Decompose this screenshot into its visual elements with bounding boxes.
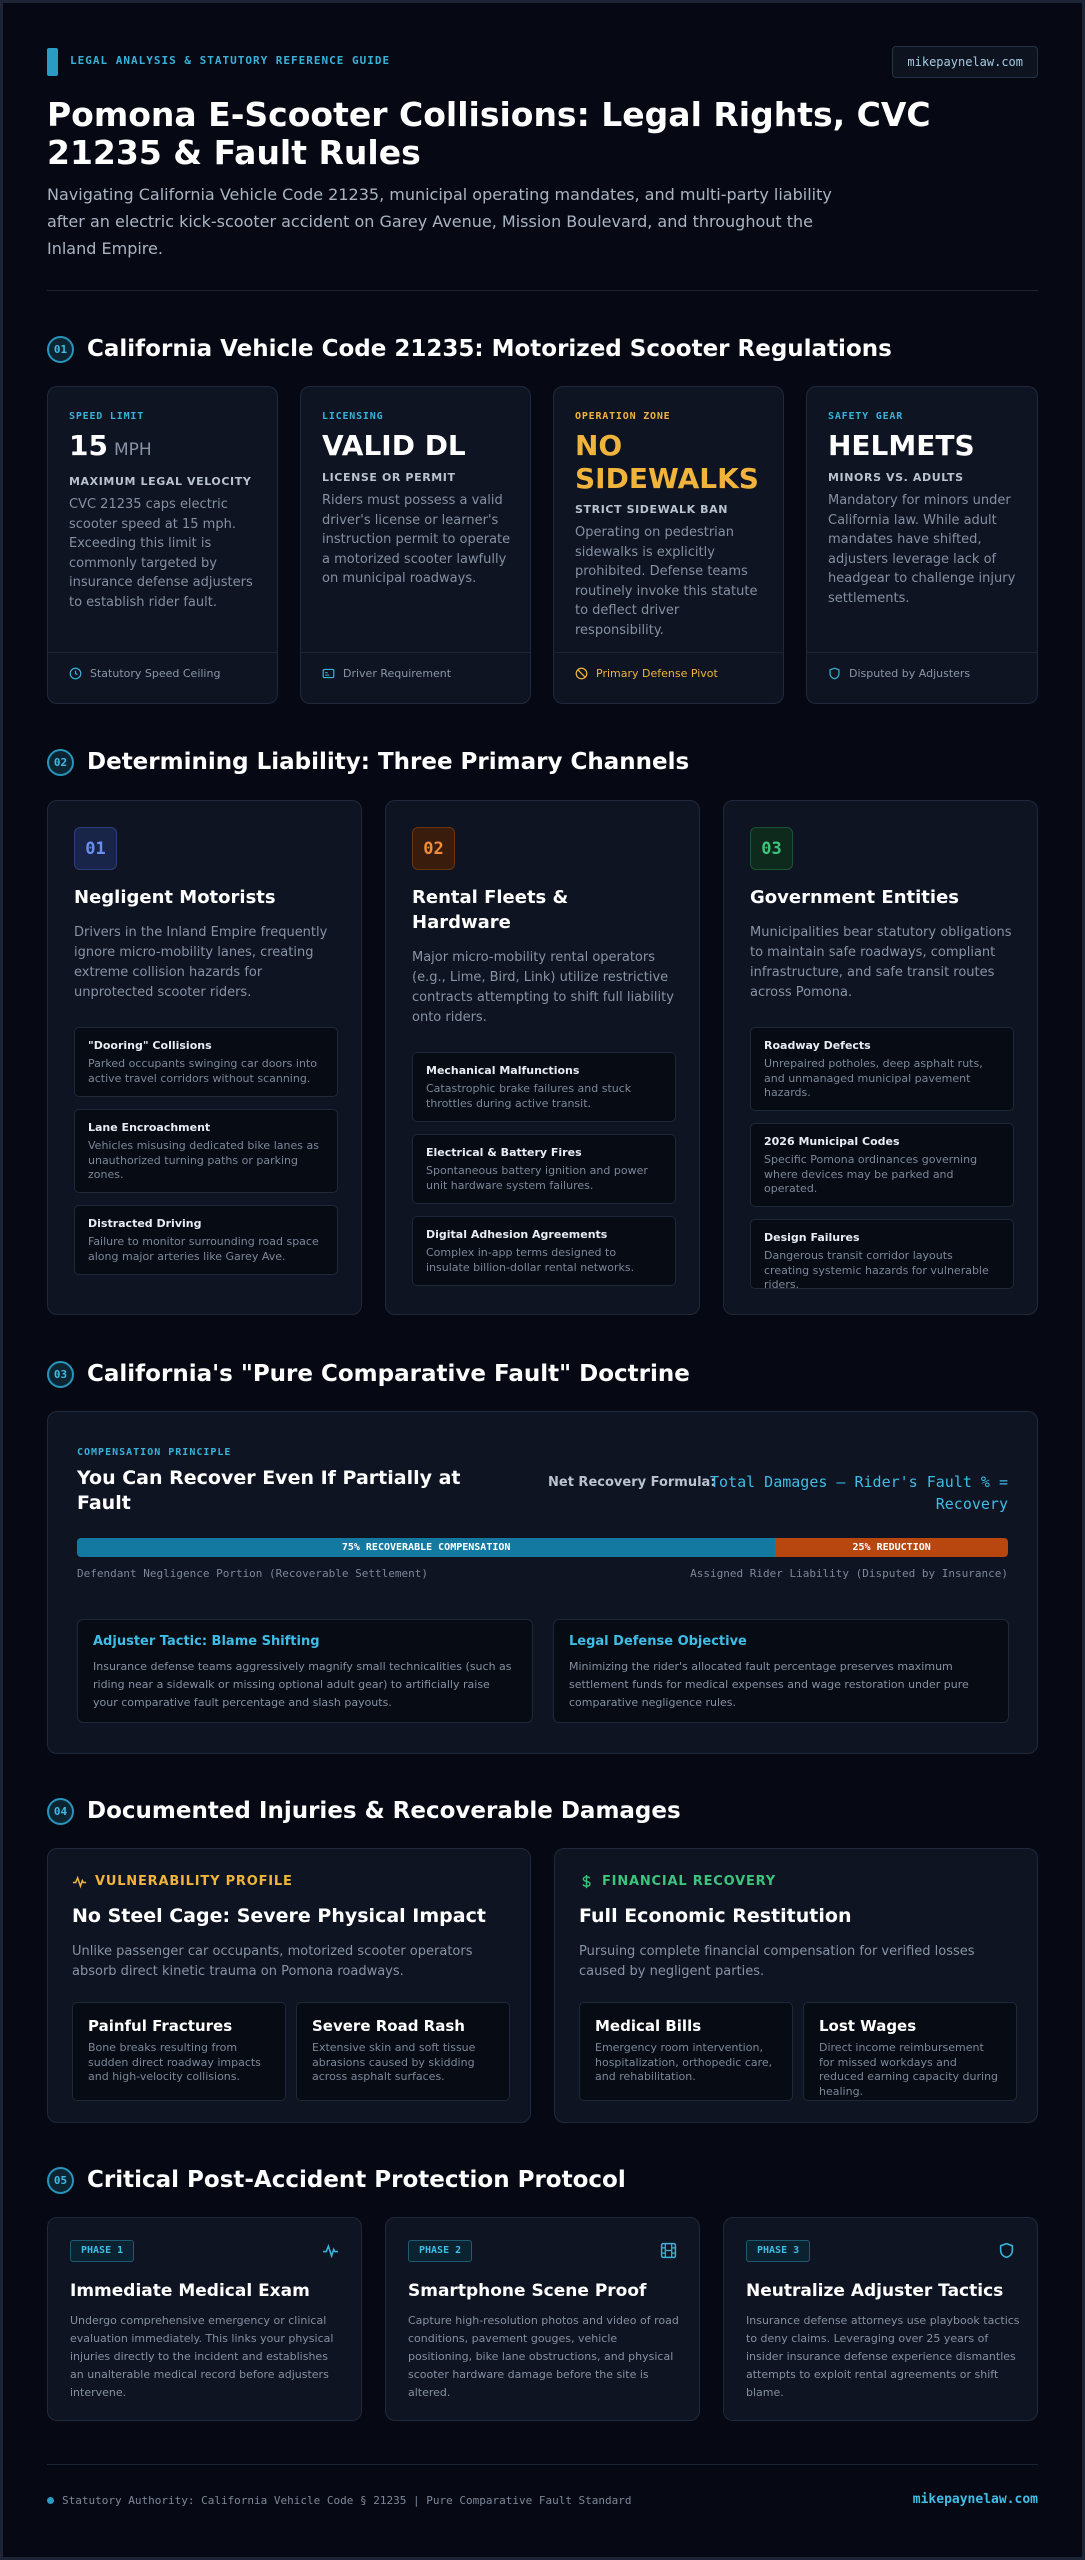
card-description: CVC 21235 caps electric scooter speed at 15 mph. Exceeding this limit is commonly targeted by insurance defense adjusters to establish rider fault. (69, 497, 253, 610)
bar-right-note: Assigned Rider Liability (Disputed by Insurance) (690, 1567, 1008, 1580)
pulse-icon (322, 2242, 339, 2259)
channel-title: Rental Fleets & Hardware (412, 887, 569, 933)
regulation-card-safety-gear (806, 386, 1038, 704)
page-subtitle: Navigating California Vehicle Code 21235, municipal operating mandates, and multi-party liability after an electric kick-scooter accident on Garey Avenue, Mission Boulevard, and throughout the Inland Empire. (47, 185, 832, 258)
recoverable-segment: 75% RECOVERABLE COMPENSATION (77, 1538, 775, 1557)
liability-card-motorists (47, 800, 362, 1315)
damages-card (554, 1848, 1038, 2123)
channel-number: 01 (74, 827, 117, 870)
page-title: Pomona E-Scooter Collisions: Legal Rights, CVC 21235 & Fault Rules (47, 95, 931, 172)
top-bar (47, 46, 1038, 78)
box-description: Minimizing the rider's allocated fault percentage preserves maximum settlement funds for medical expenses and wage restoration under pure comparative negligence rules. (569, 1660, 969, 1709)
regulation-card-licensing (300, 386, 531, 704)
card-value: 15 MPH (69, 429, 152, 462)
injury-item-road-rash: Severe Road Rash Extensive skin and soft tissue abrasions caused by skidding across asphalt surfaces. (296, 2002, 510, 2101)
card-label: OPERATION ZONE (575, 411, 671, 422)
box-title: Adjuster Tactic: Blame Shifting (93, 1634, 320, 1649)
card-label: LICENSING (322, 411, 384, 422)
card-label: VULNERABILITY PROFILE (72, 1874, 293, 1889)
formula-value: Total Damages – Rider's Fault % = Recovery (709, 1473, 1008, 1513)
accent-bar (47, 48, 58, 76)
list-item: Distracted Driving Failure to monitor surrounding road space along major arteries like Garey Ave. (74, 1205, 338, 1275)
section-title: Critical Post-Accident Protection Protocol (87, 2167, 626, 2193)
card-label: FINANCIAL RECOVERY (579, 1874, 776, 1889)
shield-icon (998, 2242, 1015, 2259)
section-number: 05 (47, 2167, 74, 2194)
phase-description: Insurance defense attorneys use playbook tactics to deny claims. Leveraging over 25 years of insider insurance defense experience dismantles attempts to exploit rental agreements or shift blame. (746, 2314, 1020, 2399)
panel-label: COMPENSATION PRINCIPLE (77, 1447, 232, 1458)
bar-left-note: Defendant Negligence Portion (Recoverable Settlement) (77, 1567, 428, 1580)
card-label: SPEED LIMIT (69, 411, 145, 422)
channel-title: Negligent Motorists (74, 887, 276, 908)
section-heading-2 (47, 747, 689, 777)
list-item: Electrical & Battery Fires Spontaneous battery ignition and power unit hardware system failures. (412, 1134, 676, 1204)
divider (554, 652, 783, 653)
box-description: Insurance defense teams aggressively magnify small technicalities (such as riding near a sidewalk or missing optional adult gear) to artificially raise your comparative fault percentage and slash payouts. (93, 1660, 512, 1709)
liability-card-government (723, 800, 1038, 1315)
divider (807, 652, 1037, 653)
section-number: 04 (47, 1798, 74, 1825)
phase-card-3 (723, 2217, 1038, 2421)
card-subtitle: LICENSE OR PERMIT (322, 471, 456, 484)
footer-site-link[interactable]: mikepaynelaw.com (912, 2492, 1038, 2507)
clock-icon (69, 667, 82, 680)
card-description: Operating on pedestrian sidewalks is explicitly prohibited. Defense teams routinely invoke this statute to deflect driver responsibility. (575, 525, 758, 638)
regulation-card-operation-zone (553, 386, 784, 704)
channel-description: Drivers in the Inland Empire frequently ignore micro-mobility lanes, creating extreme collision hazards for unprotected scooter riders. (74, 925, 328, 1000)
section-heading-5 (47, 2165, 626, 2195)
divider (48, 652, 277, 653)
card-title: Full Economic Restitution (579, 1905, 852, 1927)
phase-badge: PHASE 2 (408, 2240, 472, 2262)
film-icon (660, 2242, 677, 2259)
phase-title: Neutralize Adjuster Tactics (746, 2281, 1004, 2301)
card-description: Mandatory for minors under California law. While adult mandates have shifted, adjusters leverage lack of headgear to challenge injury settlements. (828, 493, 1016, 606)
channel-title: Government Entities (750, 887, 960, 908)
card-subtitle: MAXIMUM LEGAL VELOCITY (69, 475, 252, 488)
section-heading-4 (47, 1796, 681, 1826)
phase-badge: PHASE 3 (746, 2240, 810, 2262)
status-dot (47, 2497, 54, 2504)
card-footnote: Disputed by Adjusters (828, 667, 970, 680)
list-item: 2026 Municipal Codes Specific Pomona ordinances governing where devices may be parked and operated. (750, 1123, 1014, 1207)
pulse-icon (72, 1874, 87, 1889)
phase-card-1 (47, 2217, 362, 2421)
section-title: California's "Pure Comparative Fault" Doctrine (87, 1361, 690, 1387)
card-title: No Steel Cage: Severe Physical Impact (72, 1905, 486, 1927)
damage-item-medical-bills: Medical Bills Emergency room intervention, hospitalization, orthopedic care, and rehabilitation. (579, 2002, 793, 2101)
card-subtitle: STRICT SIDEWALK BAN (575, 503, 729, 516)
list-item: Mechanical Malfunctions Catastrophic brake failures and stuck throttles during active transit. (412, 1052, 676, 1122)
list-item: Digital Adhesion Agreements Complex in-app terms designed to insulate billion-dollar rental networks. (412, 1216, 676, 1286)
fault-split-bar (77, 1538, 1008, 1557)
card-footnote: Driver Requirement (322, 667, 451, 680)
phase-title: Immediate Medical Exam (70, 2281, 310, 2301)
injuries-card (47, 1848, 531, 2123)
card-description: Pursuing complete financial compensation for verified losses caused by negligent parties. (579, 1944, 975, 1979)
section-title: California Vehicle Code 21235: Motorized Scooter Regulations (87, 336, 892, 362)
list-item: Design Failures Dangerous transit corridor layouts creating systemic hazards for vulnerable riders. (750, 1219, 1014, 1289)
section-number: 03 (47, 1361, 74, 1388)
regulation-card-speed (47, 386, 278, 704)
shield-icon (828, 667, 841, 680)
card-label: SAFETY GEAR (828, 411, 904, 422)
footer-authority: Statutory Authority: California Vehicle Code § 21235 | Pure Comparative Fault Standard (47, 2494, 632, 2507)
card-subtitle: MINORS VS. ADULTS (828, 471, 964, 484)
card-footnote: Primary Defense Pivot (575, 667, 718, 680)
card-value: NO SIDEWALKS (575, 429, 759, 495)
divider (47, 290, 1038, 291)
ban-icon (575, 667, 588, 680)
damage-item-lost-wages: Lost Wages Direct income reimbursement for missed workdays and reduced earning capacity during healing. (803, 2002, 1017, 2101)
panel-title: You Can Recover Even If Partially at Fault (77, 1467, 461, 1514)
box-title: Legal Defense Objective (569, 1634, 747, 1649)
channel-description: Municipalities bear statutory obligations to maintain safe roadways, compliant infrastructure, and safe transit routes across Pomona. (750, 925, 1012, 1000)
card-value: VALID DL (322, 429, 466, 462)
phase-title: Smartphone Scene Proof (408, 2281, 647, 2301)
injury-item-fractures: Painful Fractures Bone breaks resulting from sudden direct roadway impacts and high-velocity collisions. (72, 2002, 286, 2101)
card-value: HELMETS (828, 429, 975, 462)
comparative-fault-panel (47, 1411, 1038, 1754)
channel-number: 03 (750, 827, 793, 870)
card-description: Unlike passenger car occupants, motorized scooter operators absorb direct kinetic trauma on Pomona roadways. (72, 1944, 473, 1979)
legal-objective-box (553, 1619, 1009, 1723)
list-item: Roadway Defects Unrepaired potholes, deep asphalt ruts, and unmanaged municipal pavement hazards. (750, 1027, 1014, 1111)
section-number: 02 (47, 749, 74, 776)
site-link-button[interactable]: mikepaynelaw.com (892, 46, 1038, 78)
section-heading-1 (47, 334, 892, 364)
dollar-icon (579, 1874, 594, 1889)
formula-label: Net Recovery Formula: (548, 1475, 716, 1490)
phase-description: Undergo comprehensive emergency or clinical evaluation immediately. This links your physical injuries directly to the incident and establishes an unalterable medical record before adjusters intervene. (70, 2314, 334, 2399)
channel-description: Major micro-mobility rental operators (e.g., Lime, Bird, Link) utilize restrictive contracts attempting to shift full liability onto riders. (412, 950, 674, 1025)
section-title: Determining Liability: Three Primary Channels (87, 749, 690, 775)
list-item: Lane Encroachment Vehicles misusing dedicated bike lanes as unauthorized turning paths or parking zones. (74, 1109, 338, 1193)
card-footnote: Statutory Speed Ceiling (69, 667, 220, 680)
id-card-icon (322, 667, 335, 680)
divider (301, 652, 530, 653)
section-number: 01 (47, 336, 74, 363)
divider (47, 2464, 1038, 2465)
section-title: Documented Injuries & Recoverable Damages (87, 1798, 681, 1824)
card-description: Riders must possess a valid driver's license or learner's instruction permit to operate a motorized scooter lawfully on municipal roadways. (322, 493, 511, 586)
kicker-label: LEGAL ANALYSIS & STATUTORY REFERENCE GUIDE (70, 54, 391, 67)
section-heading-3 (47, 1359, 690, 1389)
phase-badge: PHASE 1 (70, 2240, 134, 2262)
list-item: "Dooring" Collisions Parked occupants swinging car doors into active travel corridors without scanning. (74, 1027, 338, 1097)
liability-card-rental-fleets (385, 800, 700, 1315)
phase-card-2 (385, 2217, 700, 2421)
phase-description: Capture high-resolution photos and video of road conditions, pavement gouges, vehicle positioning, bike lane obstructions, and physical scooter hardware damage before the site is altered. (408, 2314, 679, 2399)
reduction-segment: 25% REDUCTION (775, 1538, 1008, 1557)
channel-number: 02 (412, 827, 455, 870)
adjuster-tactic-box (77, 1619, 533, 1723)
